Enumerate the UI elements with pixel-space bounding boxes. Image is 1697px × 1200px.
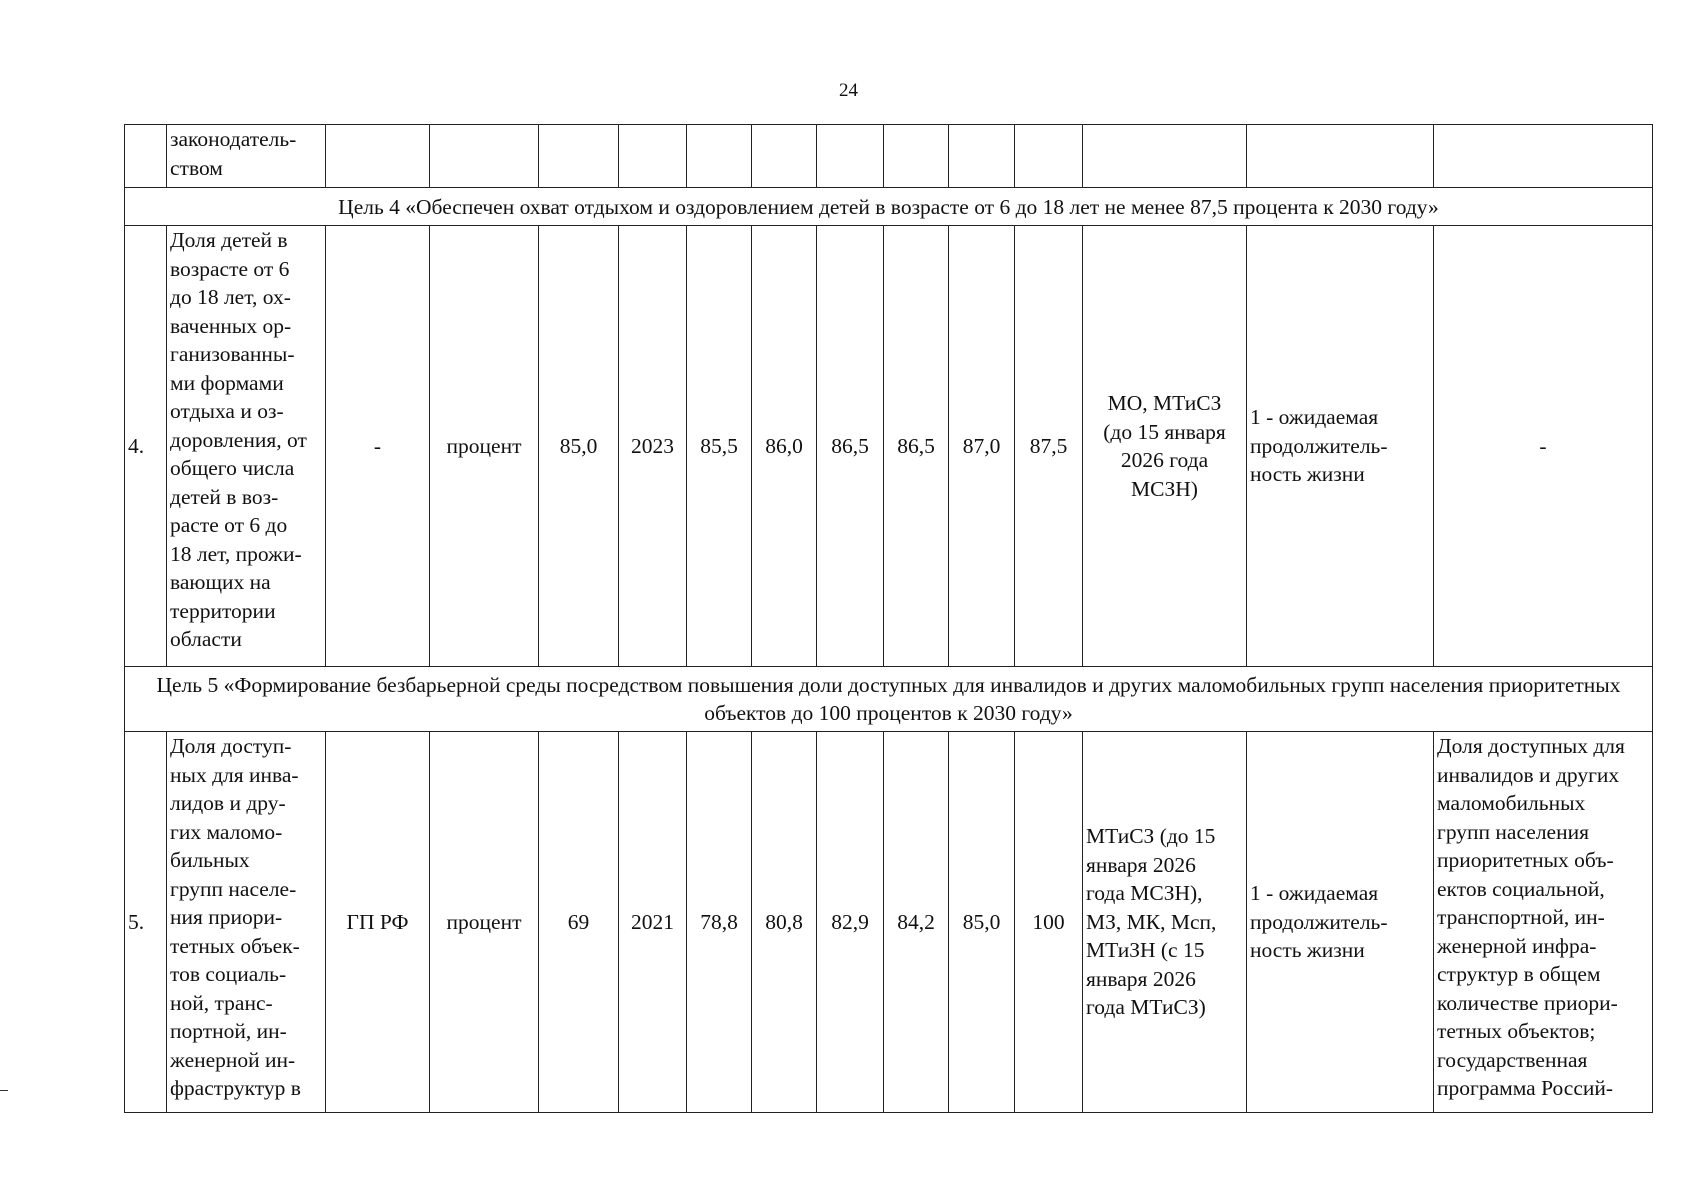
cell-link bbox=[1247, 125, 1434, 188]
cell-value-1: 85,5 bbox=[687, 226, 752, 667]
cell-level bbox=[326, 125, 430, 188]
cell-base-year: 2023 bbox=[619, 226, 687, 667]
goal-row-5 bbox=[125, 667, 1653, 732]
goal-5-heading: Цель 5 «Формирование безбарьерной среды посредством повышения доли доступных для инвалидов и других маломобильных групп населения приоритетных объектов до 100 процентов к 2030 году» bbox=[125, 667, 1653, 732]
cell-unit: процент bbox=[430, 226, 539, 667]
cell-level: - bbox=[326, 226, 430, 667]
cell-base-year bbox=[619, 125, 687, 188]
cell-num bbox=[125, 125, 167, 188]
cell-value-5: 85,0 bbox=[949, 732, 1015, 1113]
cell-responsible bbox=[1083, 125, 1247, 188]
cell-indicator-name: Доля доступ- ных для инва- лидов и дру- гих маломо- бильных групп населе- ния приори- тетных объек- тов социаль- ной, транс- портной, ин- женерной ин- фраструктур в bbox=[167, 732, 326, 1113]
cell-base-value: 85,0 bbox=[539, 226, 619, 667]
cell-unit: процент bbox=[430, 732, 539, 1113]
cell-value-3: 86,5 bbox=[817, 226, 884, 667]
cell-value bbox=[1015, 125, 1083, 188]
cell-indicator-name: законодатель- ством bbox=[167, 125, 326, 188]
cell-value bbox=[884, 125, 949, 188]
cell-value-2: 86,0 bbox=[752, 226, 817, 667]
cell-value-4: 86,5 bbox=[884, 226, 949, 667]
cell-value bbox=[752, 125, 817, 188]
cell-base-value bbox=[539, 125, 619, 188]
cell-responsible: МО, МТиСЗ (до 15 января 2026 года МСЗН) bbox=[1083, 226, 1247, 667]
cell-responsible: МТиСЗ (до 15 января 2026 года МСЗН), МЗ, МК, Мсп, МТиЗН (с 15 января 2026 года МТиСЗ) bbox=[1083, 732, 1247, 1113]
cell-base-year: 2021 bbox=[619, 732, 687, 1113]
cell-num: 5. bbox=[125, 732, 167, 1113]
table-row-5 bbox=[125, 732, 1653, 1113]
table-row-4 bbox=[125, 226, 1653, 667]
cell-value-1: 78,8 bbox=[687, 732, 752, 1113]
cell-base-value: 69 bbox=[539, 732, 619, 1113]
goal-4-heading: Цель 4 «Обеспечен охват отдыхом и оздоровлением детей в возрасте от 6 до 18 лет не менее 87,5 процента к 2030 году» bbox=[125, 188, 1653, 226]
cell-indicator-name: Доля детей в возрасте от 6 до 18 лет, ох- ваченных ор- ганизованны- ми формами отдыха и оз- доровления, от общего числа детей в воз- расте от 6 до 18 лет, прожи- вающих на территории области bbox=[167, 226, 326, 667]
cell-value bbox=[949, 125, 1015, 188]
margin-mark bbox=[0, 1090, 8, 1091]
cell-info: - bbox=[1434, 226, 1653, 667]
cell-unit bbox=[430, 125, 539, 188]
cell-value-5: 87,0 bbox=[949, 226, 1015, 667]
cell-value-6: 100 bbox=[1015, 732, 1083, 1113]
cell-info bbox=[1434, 125, 1653, 188]
cell-link: 1 - ожидаемая продолжитель- ность жизни bbox=[1247, 732, 1434, 1113]
cell-value-6: 87,5 bbox=[1015, 226, 1083, 667]
indicators-table bbox=[124, 124, 1653, 1113]
goal-row-4 bbox=[125, 188, 1653, 226]
cell-value bbox=[687, 125, 752, 188]
cell-info: Доля доступных для инвалидов и других маломобильных групп населения приоритетных объ- ектов социальной, транспортной, ин- женерной инфра- структур в общем количестве приори- тетных объектов; государственная программа Россий- bbox=[1434, 732, 1653, 1113]
cell-value-2: 80,8 bbox=[752, 732, 817, 1113]
page-number: 24 bbox=[839, 80, 858, 101]
table-row-continuation bbox=[125, 125, 1653, 188]
cell-value-4: 84,2 bbox=[884, 732, 949, 1113]
cell-link: 1 - ожидаемая продолжитель- ность жизни bbox=[1247, 226, 1434, 667]
cell-value bbox=[817, 125, 884, 188]
cell-value-3: 82,9 bbox=[817, 732, 884, 1113]
cell-level: ГП РФ bbox=[326, 732, 430, 1113]
cell-num: 4. bbox=[125, 226, 167, 667]
